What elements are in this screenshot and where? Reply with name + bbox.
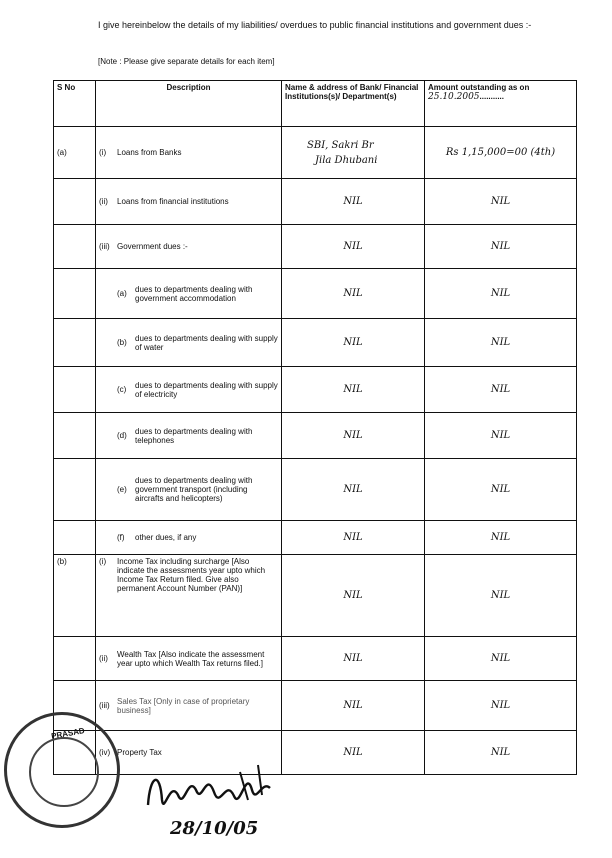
row-name: NIL [282, 225, 425, 269]
row-num: (f) [117, 533, 125, 542]
table-row [54, 179, 577, 225]
row-desc-text: Loans from Banks [117, 148, 182, 157]
row-num: (ii) [99, 197, 108, 206]
row-name: NIL [282, 681, 425, 731]
row-sno [54, 269, 96, 319]
row-sno [54, 367, 96, 413]
table-row [54, 459, 577, 521]
row-desc [96, 179, 282, 225]
amount-header-label: Amount outstanding as on [428, 83, 530, 92]
row-name: NIL [282, 731, 425, 775]
row-desc [96, 225, 282, 269]
table-row [54, 225, 577, 269]
row-desc-text: Government dues :- [117, 242, 188, 251]
row-desc [96, 637, 282, 681]
row-amount: NIL [425, 681, 577, 731]
row-desc [96, 555, 282, 637]
row-sno: (b) [54, 555, 96, 637]
row-desc-text: dues to departments dealing with telephones [135, 426, 253, 445]
row-sno [54, 459, 96, 521]
row-name: NIL [282, 319, 425, 367]
row-sno: (a) [54, 127, 96, 179]
row-desc [96, 521, 282, 555]
row-amount: NIL [425, 731, 577, 775]
row-amount: NIL [425, 459, 577, 521]
row-sno [54, 637, 96, 681]
row-name: NIL [282, 555, 425, 637]
table-row [54, 127, 577, 179]
row-amount: Rs 1,15,000=00 (4th) [425, 127, 577, 179]
table-row [54, 413, 577, 459]
row-name: NIL [282, 269, 425, 319]
row-amount: NIL [425, 319, 577, 367]
row-sno [54, 521, 96, 555]
table-row [54, 367, 577, 413]
table-row [54, 319, 577, 367]
row-desc [96, 459, 282, 521]
row-desc [96, 681, 282, 731]
row-name: NIL [282, 367, 425, 413]
col-description: Description [96, 81, 282, 127]
seal-inner-ring [29, 737, 99, 807]
row-desc-text: other dues, if any [135, 533, 197, 542]
row-name: NIL [282, 637, 425, 681]
row-amount: NIL [425, 269, 577, 319]
col-sno: S No [54, 81, 96, 127]
row-amount: NIL [425, 637, 577, 681]
table-row [54, 269, 577, 319]
row-desc [96, 413, 282, 459]
row-name: NIL [282, 521, 425, 555]
row-num: (e) [117, 485, 127, 494]
table-row [54, 521, 577, 555]
table-header [54, 81, 577, 127]
row-sno [54, 225, 96, 269]
col-name-address: Name & address of Bank/ Financial Institutions(s)/ Department(s) [282, 81, 425, 127]
liabilities-table [53, 80, 577, 775]
row-name-line1: SBI, Sakri Br [307, 139, 374, 151]
row-num: (i) [99, 148, 107, 157]
row-amount: NIL [425, 413, 577, 459]
row-desc-text: Property Tax [117, 748, 162, 757]
row-sno [54, 179, 96, 225]
row-desc-text: dues to departments dealing with government transport (including aircrafts and helicopters) [135, 476, 253, 503]
table-row [54, 637, 577, 681]
note-text: [Note : Please give separate details for each item] [98, 57, 275, 66]
row-desc [96, 127, 282, 179]
seal-text: PRASAD [50, 726, 86, 741]
row-desc [96, 269, 282, 319]
row-amount: NIL [425, 555, 577, 637]
row-num: (i) [99, 557, 107, 566]
col-amount: Amount outstanding as on 25.10.2005........... [425, 81, 577, 127]
row-sno [54, 319, 96, 367]
row-amount: NIL [425, 179, 577, 225]
row-desc-text: Sales Tax [Only in case of proprietary business] [117, 696, 250, 715]
row-name: NIL [282, 413, 425, 459]
official-seal [4, 712, 120, 828]
table-row [54, 681, 577, 731]
table-row [54, 555, 577, 637]
row-num: (iv) [99, 748, 111, 757]
intro-text: I give hereinbelow the details of my liabilities/ overdues to public financial institutions and government dues :- [98, 20, 532, 30]
row-desc-text: dues to departments dealing with supply of electricity [135, 380, 278, 399]
row-desc-text: dues to departments dealing with government accommodation [135, 284, 253, 303]
row-amount: NIL [425, 367, 577, 413]
row-desc-text: Wealth Tax [Also indicate the assessment year upto which Wealth Tax returns filed.] [117, 649, 265, 668]
row-desc [96, 319, 282, 367]
table-row [54, 731, 577, 775]
row-num: (ii) [99, 654, 108, 663]
amount-date: 25.10.2005 [428, 92, 480, 102]
row-name [282, 127, 425, 179]
row-num: (b) [117, 338, 127, 347]
row-sno [54, 413, 96, 459]
row-desc-text: dues to departments dealing with supply of water [135, 333, 278, 352]
row-desc-text: Income Tax including surcharge [Also indicate the assessments year upto which Income Tax Return filed. Give also permanent Account Number (PAN)] [117, 557, 266, 593]
row-amount: NIL [425, 521, 577, 555]
row-num: (d) [117, 431, 127, 440]
row-num: (iii) [99, 701, 110, 710]
signature-date: 28/10/05 [170, 818, 259, 839]
row-name-line2: Jila Dhubani [315, 154, 378, 166]
signature [140, 760, 290, 820]
row-name: NIL [282, 179, 425, 225]
row-num: (c) [117, 385, 127, 394]
row-num: (iii) [99, 242, 110, 251]
row-amount: NIL [425, 225, 577, 269]
row-name: NIL [282, 459, 425, 521]
row-desc [96, 367, 282, 413]
row-desc-text: Loans from financial institutions [117, 197, 229, 206]
row-num: (a) [117, 289, 127, 298]
